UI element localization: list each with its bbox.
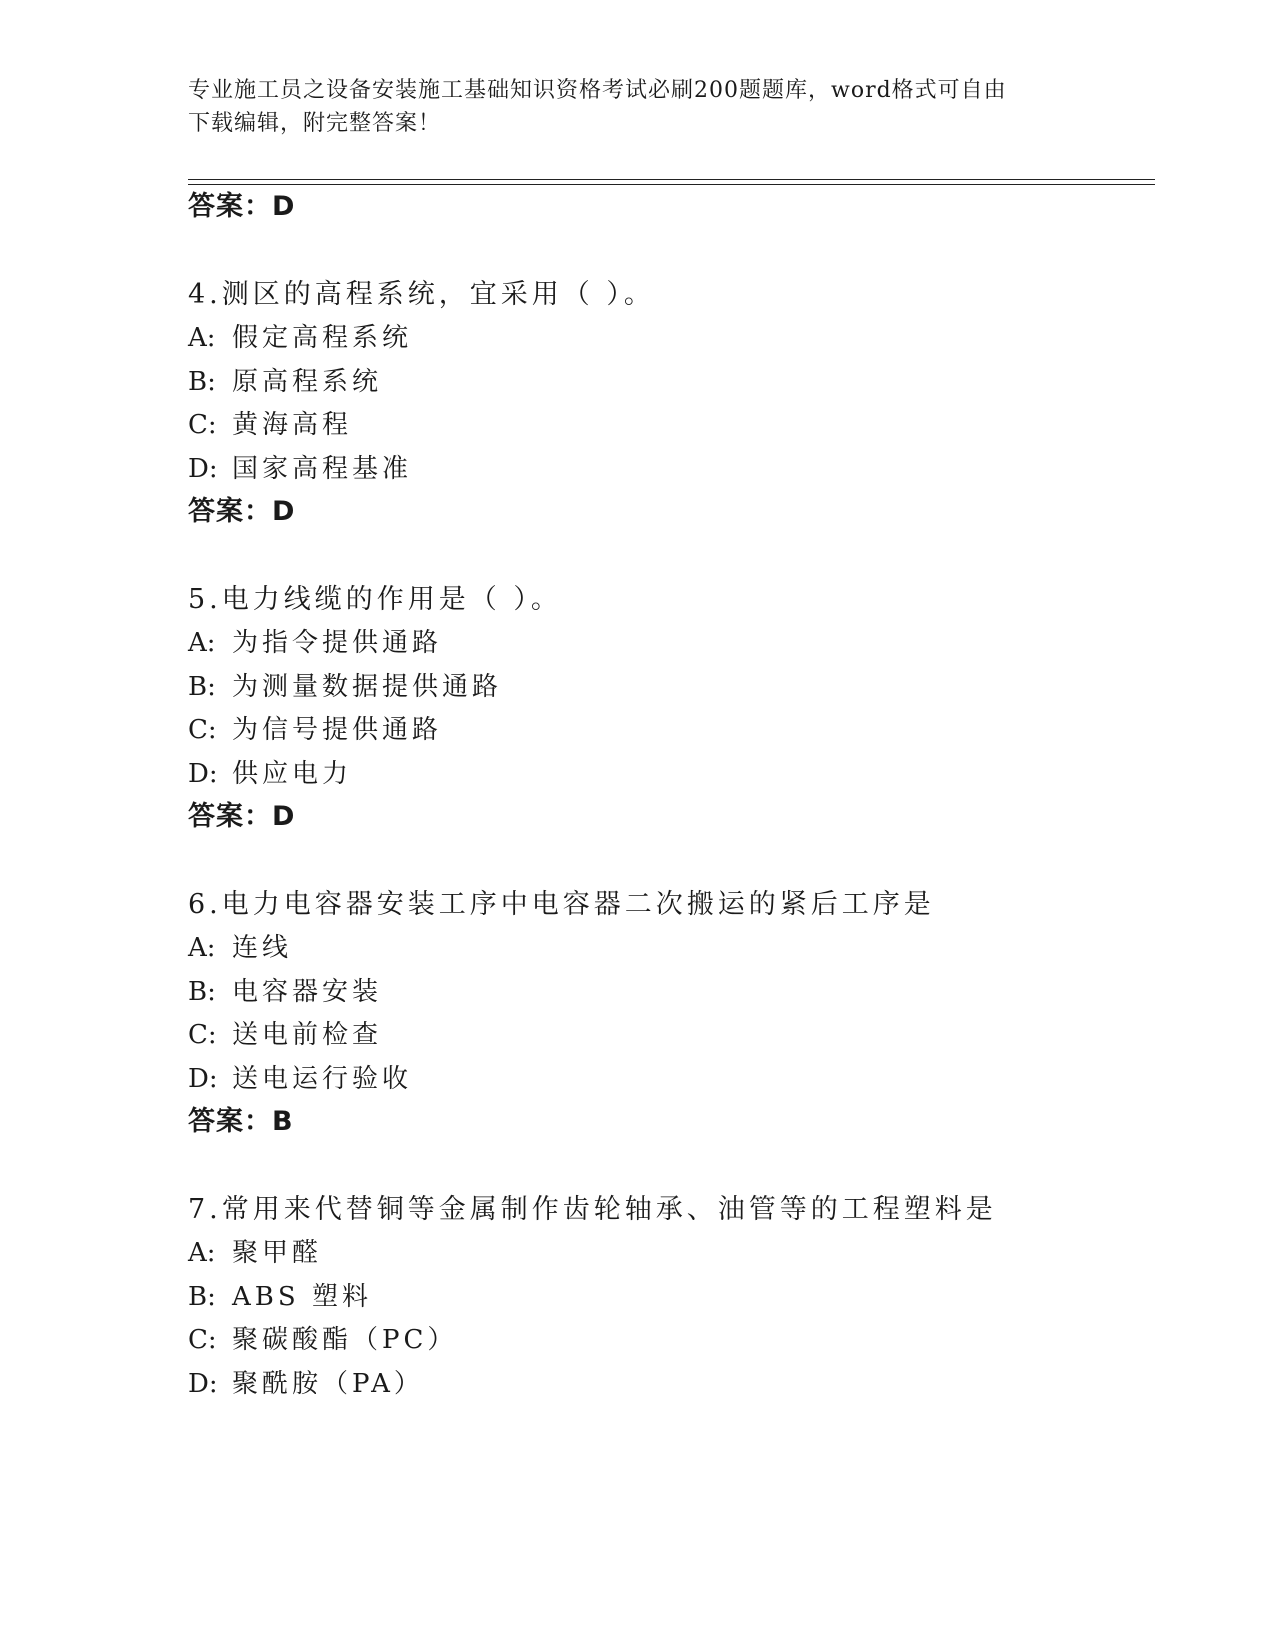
header-line-1: 专业施工员之设备安装施工基础知识资格考试必刷200题题库，word格式可自由 [188, 78, 1007, 103]
question-stem-5: 5.电力线缆的作用是（ ）。 [188, 584, 562, 615]
question-5-option-c: C: 为信号提供通路 [188, 715, 443, 745]
question-5-option-b: B: 为测量数据提供通路 [188, 672, 503, 702]
answer-value: D [272, 801, 296, 832]
answer-line-prev: 答案：D [188, 191, 296, 222]
question-4-option-d: D: 国家高程基准 [188, 454, 413, 484]
header-rule-bottom [188, 184, 1155, 185]
question-stem-6: 6.电力电容器安装工序中电容器二次搬运的紧后工序是 [188, 889, 935, 920]
answer-value: D [272, 191, 296, 222]
question-7-option-b: B: ABS 塑料 [188, 1282, 372, 1312]
answer-line-6: 答案：B [188, 1106, 294, 1137]
question-7-option-c: C: 聚碳酸酯（PC） [188, 1325, 458, 1355]
answer-value: D [272, 496, 296, 527]
question-4-option-b: B: 原高程系统 [188, 367, 383, 397]
question-4-option-a: A: 假定高程系统 [188, 323, 413, 353]
question-7-option-d: D: 聚酰胺（PA） [188, 1369, 424, 1399]
question-6-option-b: B: 电容器安装 [188, 977, 383, 1007]
question-stem-7: 7.常用来代替铜等金属制作齿轮轴承、油管等的工程塑料是 [188, 1194, 997, 1225]
question-5-option-d: D: 供应电力 [188, 759, 353, 789]
header-rule-top [188, 179, 1155, 180]
question-4-option-c: C: 黄海高程 [188, 410, 353, 440]
answer-line-4: 答案：D [188, 496, 296, 527]
document-header [188, 74, 1088, 140]
question-7-option-a: A: 聚甲醛 [188, 1238, 323, 1268]
answer-line-5: 答案：D [188, 801, 296, 832]
question-5-option-a: A: 为指令提供通路 [188, 628, 443, 658]
question-6-option-c: C: 送电前检查 [188, 1020, 383, 1050]
question-stem-4: 4.测区的高程系统，宜采用（ ）。 [188, 279, 655, 310]
question-6-option-a: A: 连线 [188, 933, 293, 963]
header-line-2: 下载编辑，附完整答案！ [188, 111, 442, 136]
answer-value: B [272, 1106, 294, 1137]
question-6-option-d: D: 送电运行验收 [188, 1064, 413, 1094]
